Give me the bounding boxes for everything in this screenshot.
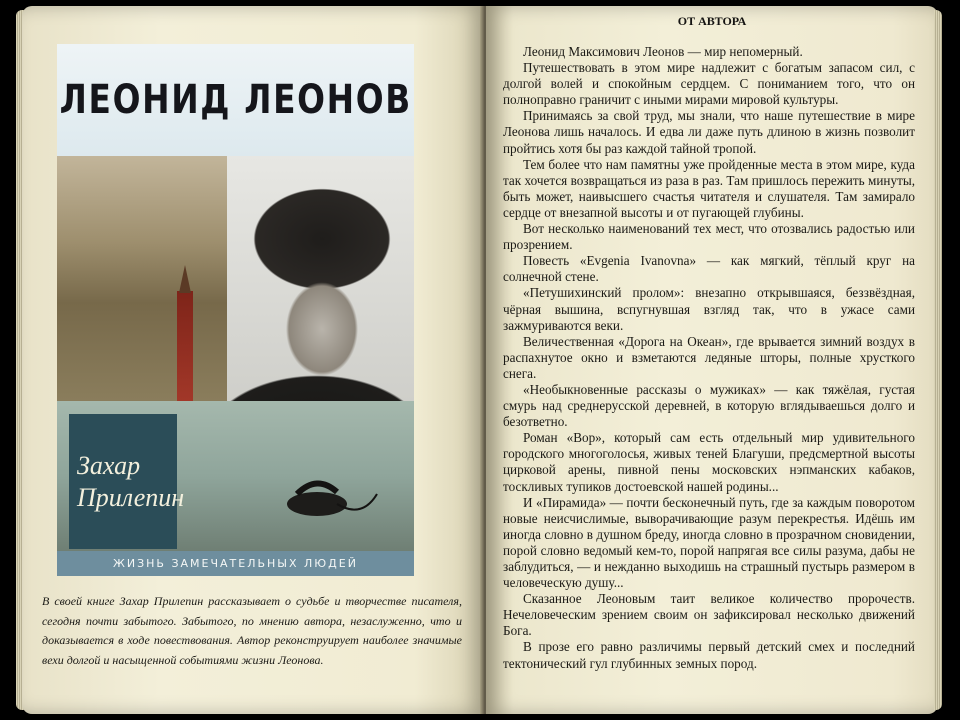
book-cover-image [57, 44, 414, 576]
paragraph: Повесть «Evgenia Ivanovna» — как мягкий, тёплый круг на солнечной стене. [503, 253, 915, 285]
paragraph: В прозе его равно различимы первый детский смех и последний тектонический гул глубинных земных пород. [503, 639, 915, 671]
page-body-text [503, 44, 915, 672]
paragraph: И «Пирамида» — почти бесконечный путь, где за каждым поворотом новые неисчислимые, выворачивающие разум перекрестья. Идёшь им иногда словно в душном бреду, иногда словно в прозрачном сновидении, порой словно ведомый кем-то, порой напрягая все силы разума, дабы не заблудиться, — и нежданно выходишь на страшный пустырь размером в человеческую душу... [503, 494, 915, 591]
cover-cityscape [57, 156, 227, 401]
cover-series: ЖИЗНЬ ЗАМЕЧАТЕЛЬНЫХ ЛЮДЕЙ [113, 557, 358, 570]
cover-caption: В своей книге Захар Прилепин рассказывает о судьбе и творчестве писателя, сегодня почти забытого. Забытого, по мнению автора, незаслуженно, что и доказывается в ходе повествования. Автор реконструирует наиболее значимые вехи долгой и насыщенной событиями жизни Леонова. [42, 594, 462, 667]
cover-author-last: Прилепин [77, 482, 185, 512]
paragraph: «Петушихинский пролом»: внезапно открывшаяся, беззвёздная, чёрная вышина, вспугнувшая взгляд так, что в ужасе сами зажмуриваются веки. [503, 285, 915, 333]
cover-title: ЛЕОНИД ЛЕОНОВ [59, 77, 412, 123]
paragraph: Путешествовать в этом мире надлежит с богатым запасом сил, с долгой волей и спокойным сердцем. С пониманием того, что он полноправно граничит с иными мирами мировой культуры. [503, 60, 915, 108]
cover-title-band [57, 44, 414, 156]
right-page-edge [934, 10, 942, 710]
paragraph: «Необыкновенные рассказы о мужиках» — как тяжёлая, густая смурь над среднерусской деревней, в которую вглядываешься долго и безответно. [503, 381, 915, 430]
paragraph: Тем более что нам памятны уже пройденные места в этом мире, куда так хочется возвращаться из раза в раз. Там пришлось пережить минуты, быть может, наивысшего счастья читателя и слушателя. Там замирало сердце от внезапной высоты и от пугающей глубины. [503, 156, 915, 220]
kremlin-tower [177, 291, 193, 411]
author-portrait [212, 179, 414, 439]
paragraph: Вот несколько наименований тех мест, что отозвались радостью или прозрением. [503, 221, 915, 253]
paragraph: Леонид Максимович Леонов — мир непомерный. [523, 44, 803, 59]
paragraph: Роман «Вор», который сам есть отдельный мир удивительного городского многоголосья, живых теней Благуши, предсмертной высоты цирковой арены, пивной пены московских нэпманских кабаков, тоскливых тупиков достоевской нашей родины... [503, 430, 915, 494]
paragraph: Величественная «Дорога на Океан», где врывается зимний воздух в распахнутое окно и взметаются ледяные шторы, полные хрусткого снега. [503, 333, 915, 381]
cover-series-band [57, 551, 414, 576]
paragraph: Сказанное Леоновым таит великое количество пророчеств. Нечеловеческим зрением своим он зафиксировал несколько движений Бога. [503, 591, 915, 639]
paragraph: Принимаясь за свой труд, мы знали, что наше путешествие в мире Леонова лишь началось. И едва ли даже путь длиною в жизнь позволит пройтись хотя бы раз каждой тайной тропой. [503, 108, 915, 156]
page-heading: ОТ АВТОРА [677, 14, 747, 28]
cover-author-panel [69, 414, 185, 549]
cover-author-first: Захар [77, 450, 141, 480]
telephone-icon [277, 464, 387, 524]
